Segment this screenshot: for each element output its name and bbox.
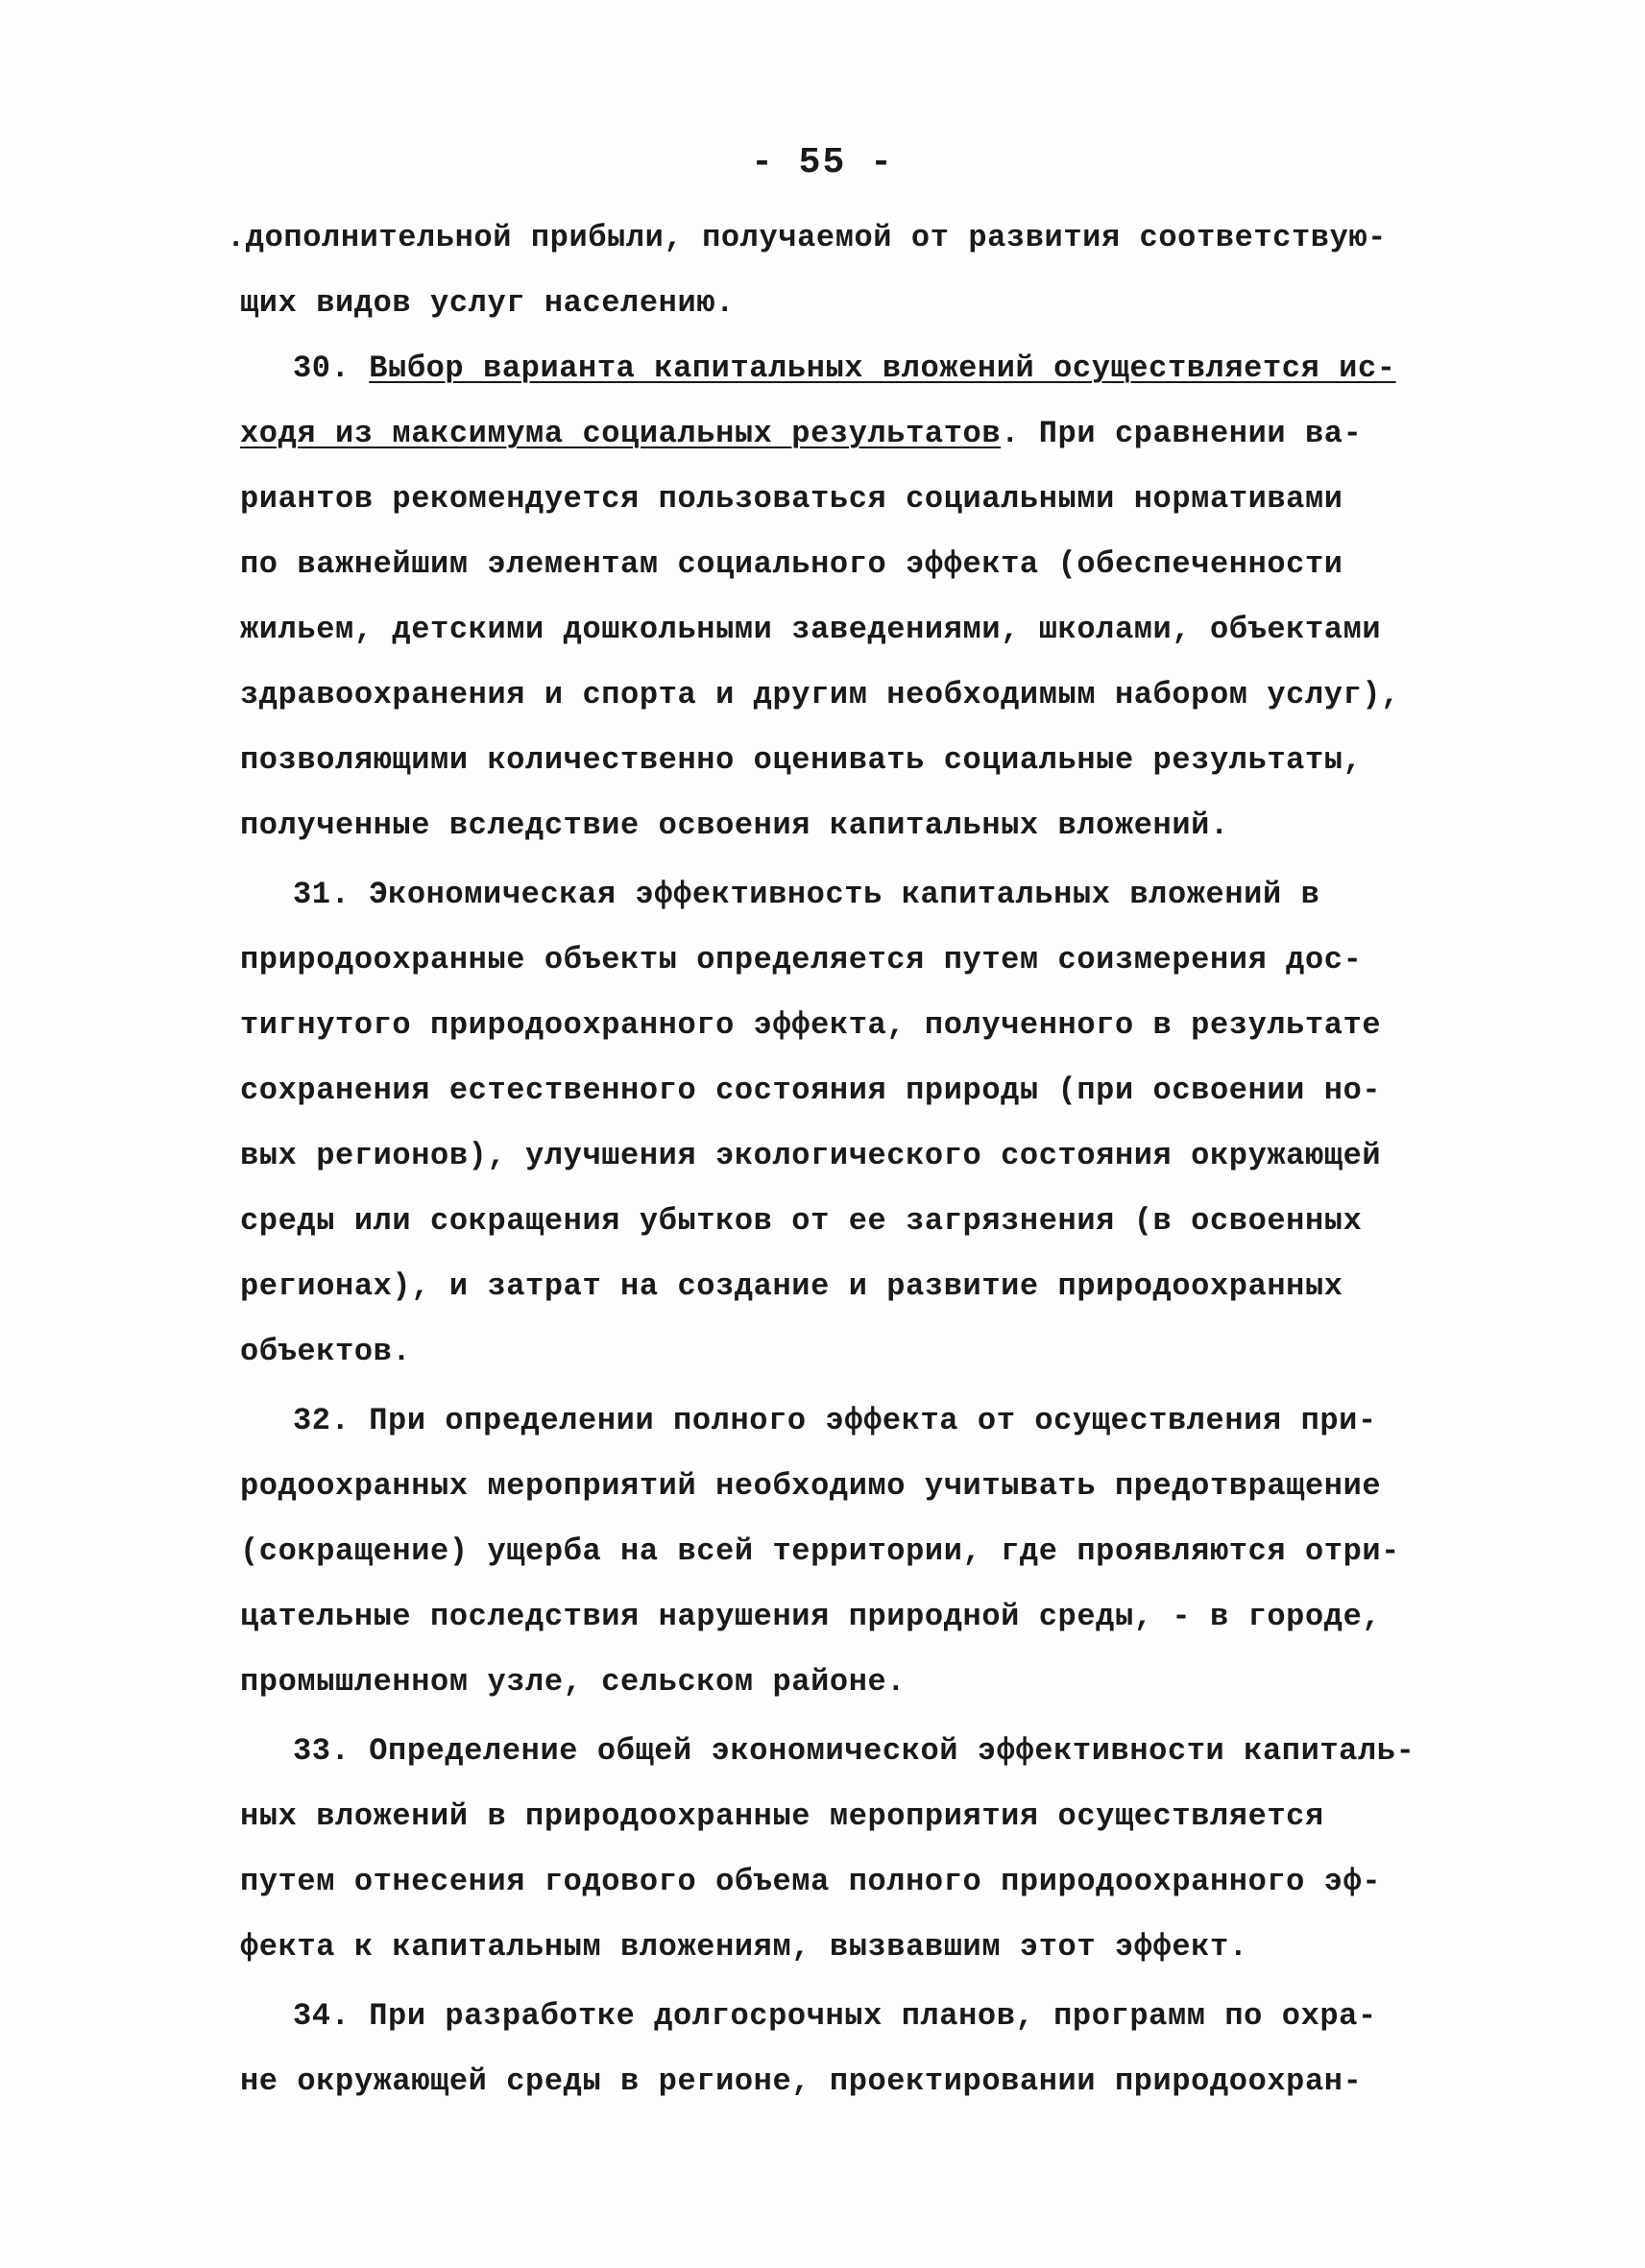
text-line-section-31-start: 31. Экономическая эффективность капитальных вложений в [293, 877, 1320, 912]
text-line: ных вложений в природоохранные мероприятия осуществляется [240, 1798, 1324, 1834]
plain-text: . При сравнении ва- [1001, 416, 1363, 451]
text-line: регионах), и затрат на создание и развитие природоохранных [240, 1268, 1343, 1304]
text-line-section-33-start: 33. Определение общей экономической эффективности капиталь- [293, 1733, 1415, 1769]
text-line: промышленном узле, сельском районе. [240, 1664, 907, 1700]
text-line: путем отнесения годового объема полного природоохранного эф- [240, 1864, 1382, 1899]
text-line: природоохранные объекты определяется путем соизмерения дос- [240, 942, 1363, 977]
page-number: - 55 - [751, 142, 894, 183]
text-line: объектов. [240, 1334, 412, 1369]
text-line-section-32-start: 32. При определении полного эффекта от осуществления при- [293, 1403, 1377, 1438]
text-line: сохранения естественного состояния природы (при освоении но- [240, 1073, 1382, 1108]
underlined-text: Выбор варианта капитальных вложений осуществляется ис- [369, 350, 1396, 386]
text-line: здравоохранения и спорта и другим необходимым набором услуг), [240, 677, 1400, 712]
text-line: жильем, детскими дошкольными заведениями, школами, объектами [240, 612, 1382, 647]
text-line: риантов рекомендуется пользоваться социальными нормативами [240, 481, 1343, 517]
text-line: фекта к капитальным вложениям, вызвавшим этот эффект. [240, 1929, 1248, 1965]
text-line: полученные вследствие освоения капитальных вложений. [240, 808, 1229, 843]
text-line-section-30-heading [293, 350, 1396, 388]
text-line-section-34-start: 34. При разработке долгосрочных планов, программ по охра- [293, 1998, 1377, 2034]
text-line: щих видов услуг населению. [240, 285, 735, 321]
text-line: .дополнительной прибыли, получаемой от развития соответствую- [227, 220, 1387, 255]
text-line [240, 415, 1362, 453]
section-number: 30. [293, 350, 370, 386]
text-line: позволяющими количественно оценивать социальные результаты, [240, 742, 1363, 778]
underlined-text: ходя из максимума социальных результатов [240, 416, 1002, 451]
text-line: вых регионов), улучшения экологического состояния окружающей [240, 1138, 1382, 1173]
text-line: родоохранных мероприятий необходимо учитывать предотвращение [240, 1468, 1382, 1504]
text-line: цательные последствия нарушения природной среды, - в городе, [240, 1599, 1382, 1634]
text-line: (сокращение) ущерба на всей территории, где проявляются отри- [240, 1533, 1400, 1569]
text-line: по важнейшим элементам социального эффекта (обеспеченности [240, 546, 1343, 582]
text-line: среды или сокращения убытков от ее загрязнения (в освоенных [240, 1203, 1363, 1239]
text-line: тигнутого природоохранного эффекта, полученного в результате [240, 1007, 1382, 1043]
text-line: не окружающей среды в регионе, проектировании природоохран- [240, 2063, 1363, 2099]
